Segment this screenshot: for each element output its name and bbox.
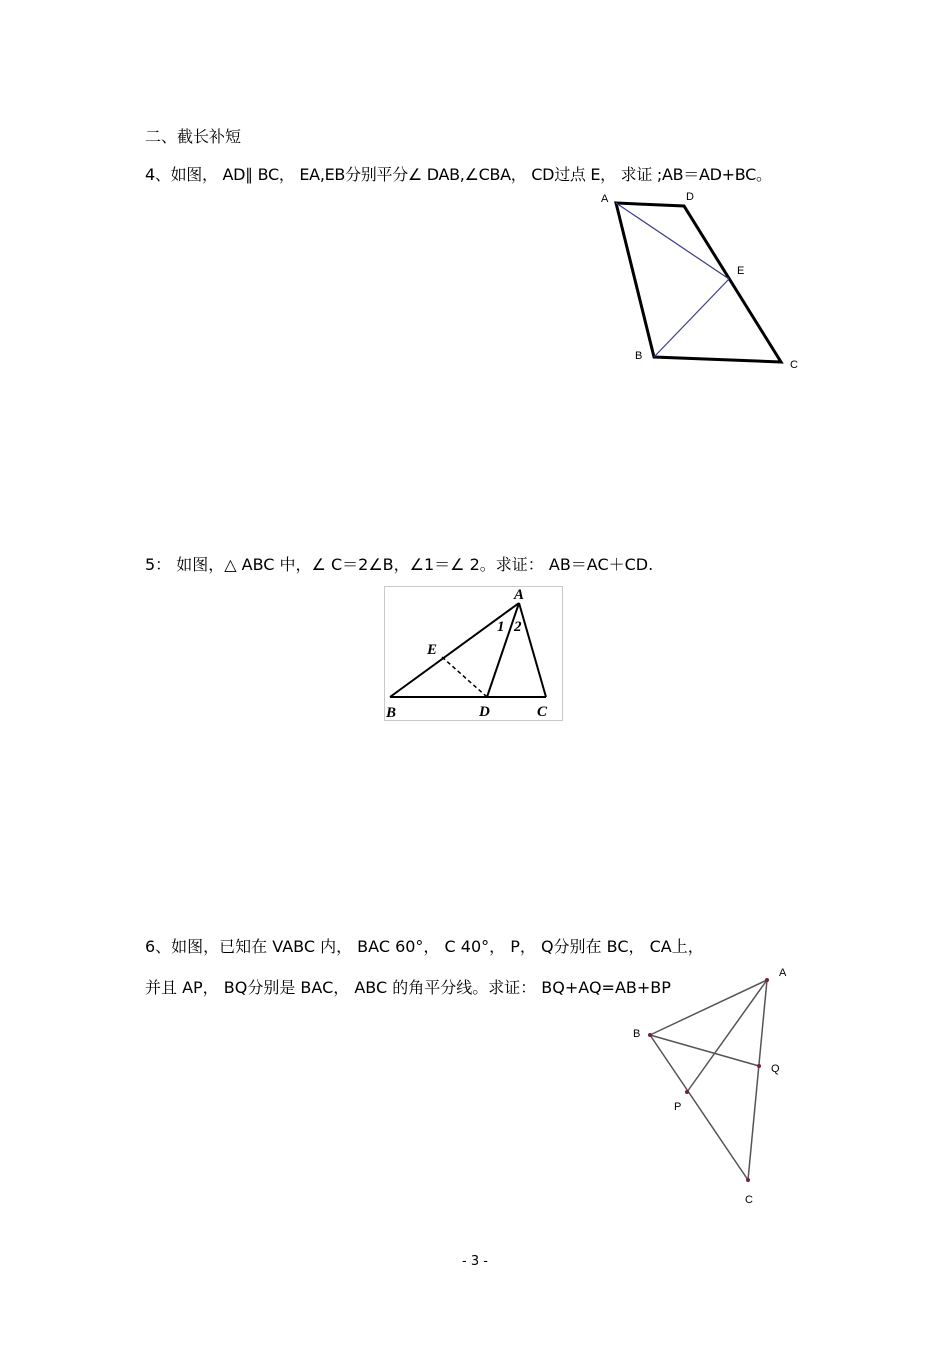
question-6-line-1: 6、如图，已知在 VABC 内， BAC 60°， C 40°， P， Q分别在 BC， CA上，: [145, 937, 704, 956]
label-angle-1: 1: [497, 619, 505, 635]
figure-5-triangle: [383, 585, 565, 723]
section-heading: 二、截长补短: [145, 127, 242, 146]
label-p: P: [674, 1101, 682, 1113]
label-d: D: [479, 704, 490, 720]
label-e: E: [737, 265, 745, 277]
label-e: E: [427, 642, 438, 658]
point-b: [648, 1033, 652, 1037]
trapezoid-abcd: [616, 203, 781, 362]
point-c: [746, 1178, 750, 1182]
label-a: A: [514, 587, 525, 603]
label-c: C: [790, 359, 798, 371]
figure-frame: [385, 587, 563, 721]
side-ac: [748, 980, 767, 1180]
label-b: B: [386, 705, 397, 721]
point-q: [757, 1064, 761, 1068]
segment-ad: [487, 603, 519, 697]
question-6-line-2: 并且 AP， BQ分别是 BAC， ABC 的角平分线。求证： BQ+AQ=AB+BP: [145, 978, 671, 997]
question-4-text: 4、如图， AD∥ BC， EA,EB分别平分∠ DAB,∠CBA， CD过点 E， 求证 ;AB＝AD+BC。: [145, 165, 772, 184]
side-ac: [519, 603, 546, 697]
label-c: C: [537, 704, 548, 720]
label-b: B: [635, 350, 643, 362]
figure-6-triangle: [625, 960, 800, 1210]
label-a: A: [779, 967, 787, 979]
label-c: C: [745, 1194, 753, 1206]
side-ab: [650, 980, 767, 1035]
segment-bq: [650, 1035, 759, 1066]
figure-4-trapezoid: [590, 185, 820, 375]
label-q: Q: [771, 1063, 780, 1075]
label-angle-2: 2: [514, 619, 522, 635]
segment-ap: [687, 980, 767, 1092]
label-d: D: [686, 191, 694, 203]
label-a: A: [601, 193, 609, 205]
question-5-text: 5： 如图，△ ABC 中，∠ C＝2∠B，∠1＝∠ 2。求证： AB＝AC＋CD.: [145, 555, 654, 574]
segment-be: [654, 279, 729, 357]
side-bc: [650, 1035, 748, 1180]
dashed-ed: [442, 657, 487, 697]
point-p: [685, 1090, 689, 1094]
page-number: - 3 -: [462, 1254, 488, 1269]
label-b: B: [633, 1028, 641, 1040]
side-ab: [390, 603, 519, 697]
point-a: [765, 978, 769, 982]
